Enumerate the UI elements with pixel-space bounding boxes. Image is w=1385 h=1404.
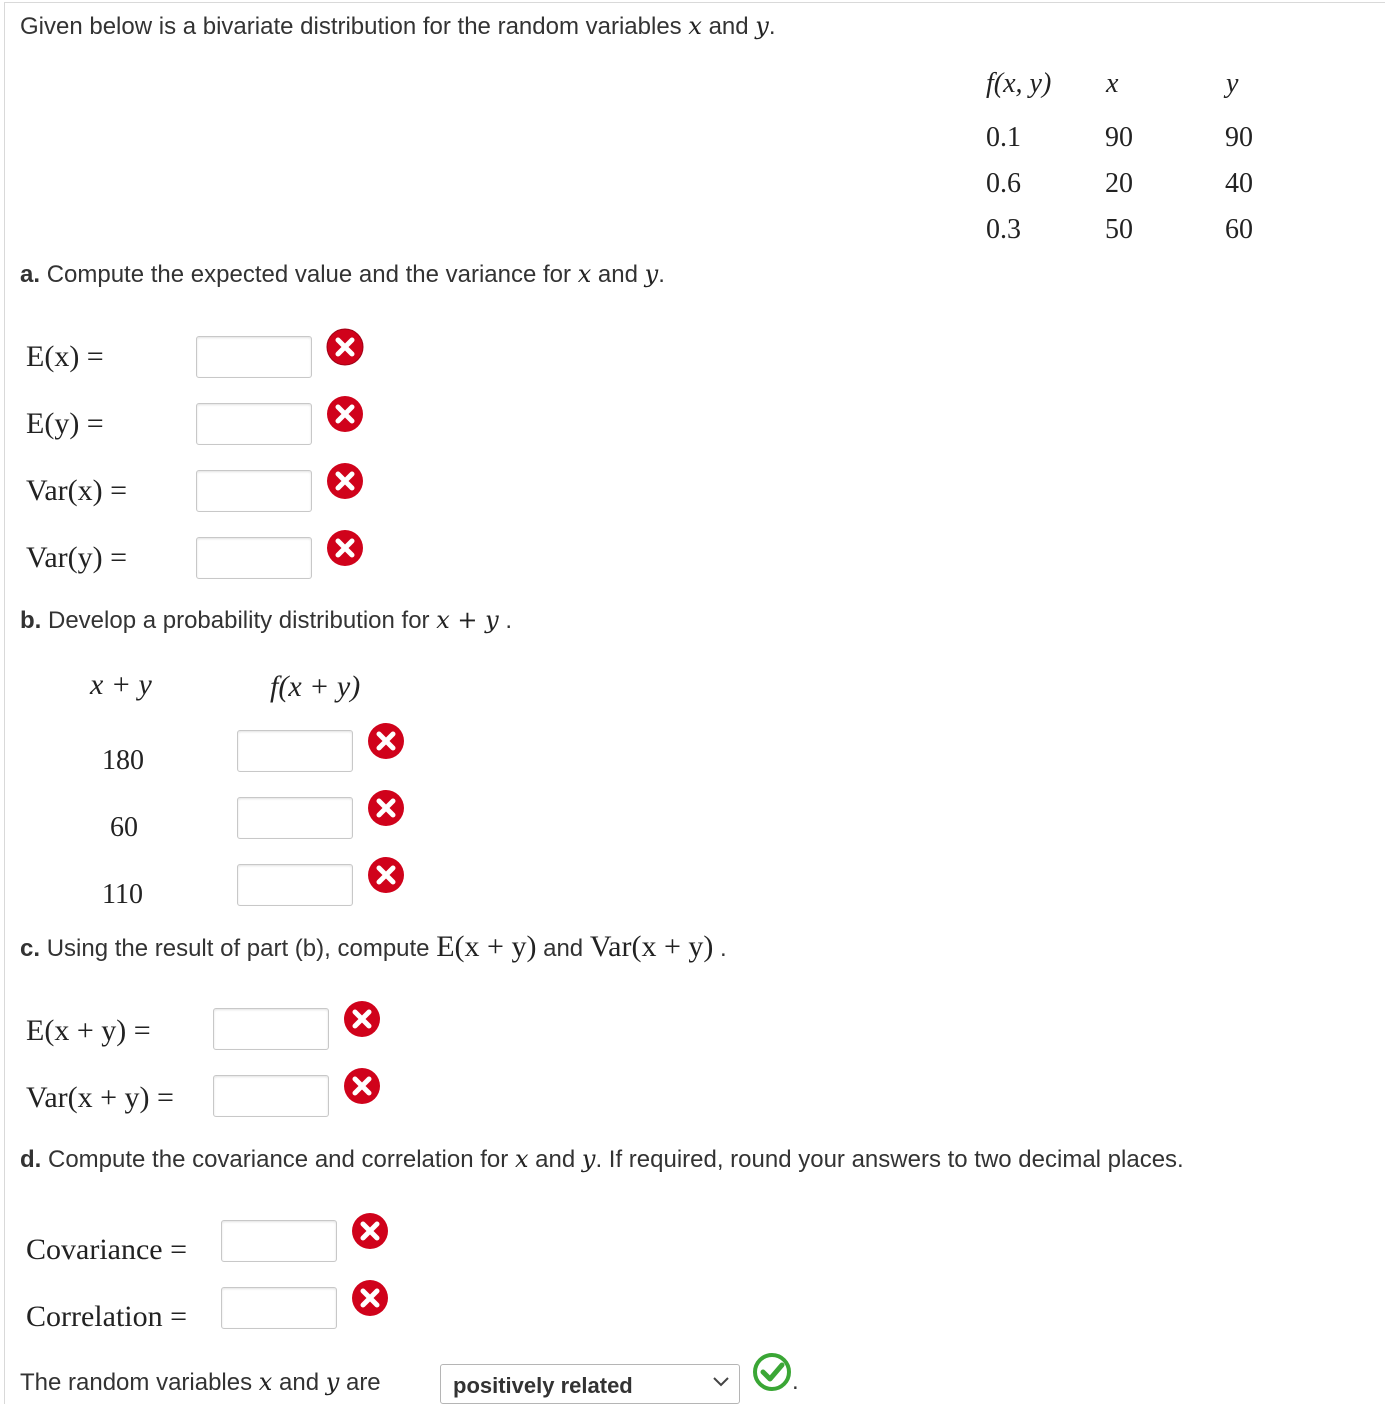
table-cell: 0.6 — [986, 168, 1021, 199]
table-cell: 0.3 — [986, 214, 1021, 245]
x-circle-icon — [351, 1212, 389, 1250]
table-header-fxy: f(x, y) — [986, 68, 1052, 99]
intro-text: Given below is a bivariate distribution for the random variables x and y. — [20, 12, 776, 40]
x-circle-icon — [326, 529, 364, 567]
vary-input[interactable] — [196, 537, 312, 579]
correlation-label: Correlation = — [26, 1300, 188, 1333]
ey-label: E(y) = — [26, 407, 104, 440]
question-frame — [4, 2, 1385, 1404]
table-cell: 0.1 — [986, 122, 1021, 153]
varxy-input[interactable] — [213, 1075, 329, 1117]
table-header-x: x — [1106, 68, 1119, 99]
part-a-prompt: a. Compute the expected value and the variance for x and y. — [20, 260, 665, 288]
prob-input-60[interactable] — [237, 797, 353, 839]
sum-column-header: x + y — [90, 668, 152, 701]
table-cell: 20 — [1105, 168, 1133, 199]
prob-input-110[interactable] — [237, 864, 353, 906]
table-cell: 90 — [1225, 122, 1253, 153]
table-cell: 90 — [1105, 122, 1133, 153]
covariance-input[interactable] — [221, 1220, 337, 1262]
correlation-input[interactable] — [221, 1287, 337, 1329]
sum-value: 180 — [102, 745, 144, 776]
prob-input-180[interactable] — [237, 730, 353, 772]
x-circle-icon — [326, 395, 364, 433]
x-circle-icon — [367, 722, 405, 760]
exy-label: E(x + y) = — [26, 1014, 151, 1047]
check-circle-icon — [752, 1352, 792, 1392]
x-circle-icon — [351, 1279, 389, 1317]
relation-dropdown[interactable] — [440, 1364, 740, 1404]
prob-column-header: f(x + y) — [270, 670, 361, 703]
table-cell: 60 — [1225, 214, 1253, 245]
chevron-down-icon — [713, 1377, 729, 1387]
table-header-y: y — [1226, 68, 1239, 99]
sum-value: 110 — [102, 879, 143, 910]
varx-label: Var(x) = — [26, 474, 128, 507]
varx-input[interactable] — [196, 470, 312, 512]
relation-period: . — [792, 1368, 799, 1395]
ex-label: E(x) = — [26, 340, 104, 373]
exy-input[interactable] — [213, 1008, 329, 1050]
part-b-prompt: b. Develop a probability distribution for x + y . — [20, 606, 513, 634]
x-circle-icon — [343, 1000, 381, 1038]
relation-dropdown-value: positively related — [453, 1373, 633, 1398]
part-d-prompt: d. Compute the covariance and correlation for x and y. If required, round your answers to two decimal places. — [20, 1145, 1184, 1173]
relation-sentence: The random variables x and y are — [20, 1368, 381, 1396]
covariance-label: Covariance = — [26, 1233, 188, 1266]
table-cell: 50 — [1105, 214, 1133, 245]
ey-input[interactable] — [196, 403, 312, 445]
x-circle-icon — [367, 856, 405, 894]
table-cell: 40 — [1225, 168, 1253, 199]
ex-input[interactable] — [196, 336, 312, 378]
part-c-prompt: c. Using the result of part (b), compute E(x + y) and Var(x + y) . — [20, 930, 727, 963]
sum-value: 60 — [110, 812, 138, 843]
x-circle-icon — [367, 789, 405, 827]
varxy-label: Var(x + y) = — [26, 1081, 174, 1114]
x-circle-icon — [343, 1067, 381, 1105]
vary-label: Var(y) = — [26, 541, 128, 574]
x-circle-icon — [326, 328, 364, 366]
x-circle-icon — [326, 462, 364, 500]
